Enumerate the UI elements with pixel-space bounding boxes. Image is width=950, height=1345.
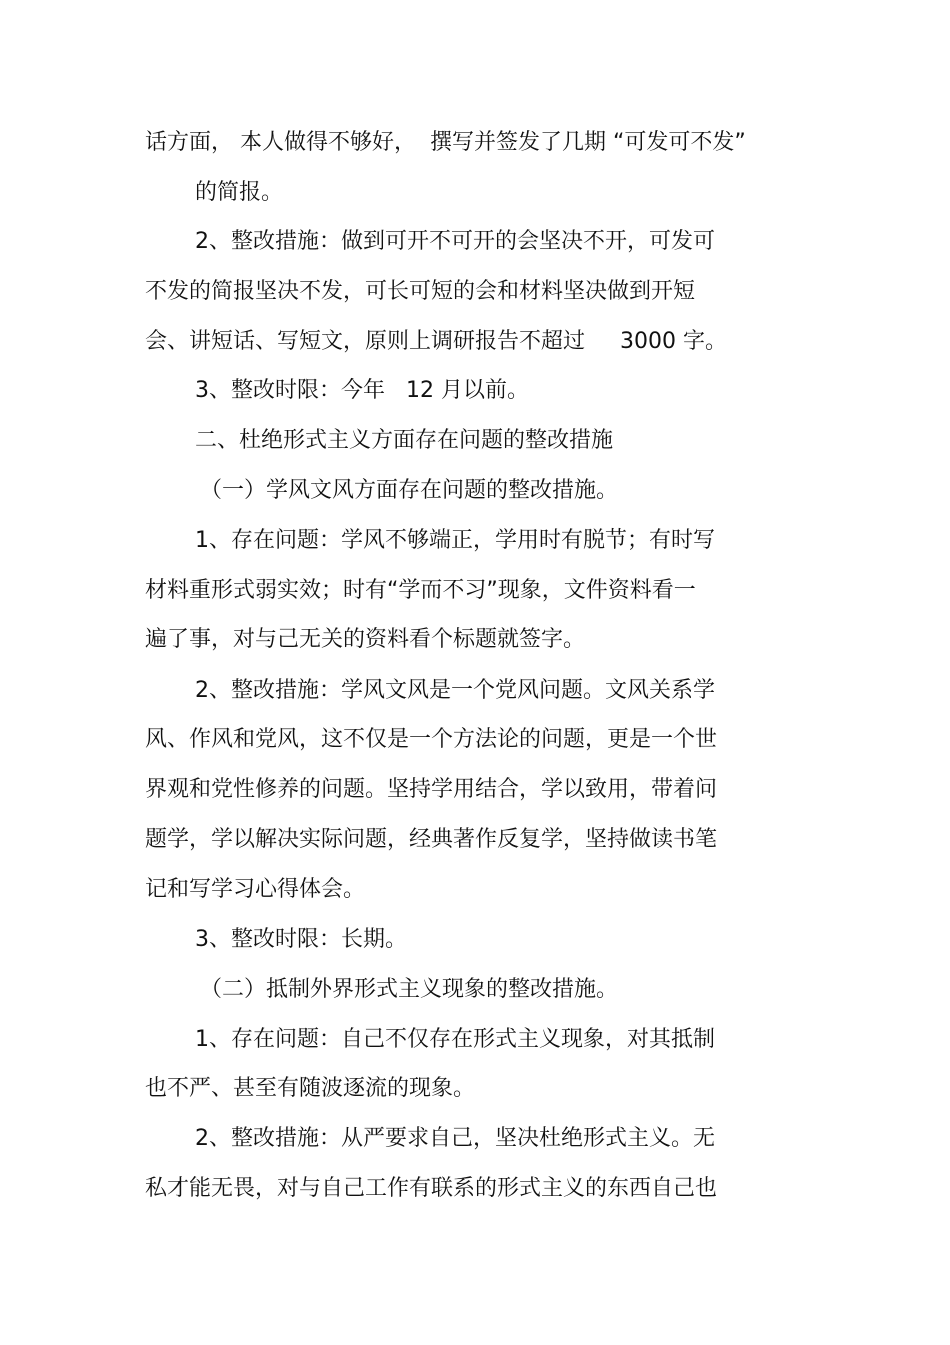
text-line-20: 也不严、甚至有随波逐流的现象。 bbox=[145, 1076, 476, 1101]
text-line-6: 3、整改时限：今年 12 月以前。 bbox=[195, 378, 529, 403]
section-heading: 二、杜绝形式主义方面存在问题的整改措施 bbox=[195, 428, 614, 453]
text-line-22: 私才能无畏，对与自己工作有联系的形式主义的东西自己也 bbox=[145, 1176, 718, 1201]
text-line-12: 2、整改措施：学风文风是一个党风问题。文风关系学 bbox=[195, 678, 715, 703]
text-line-10: 材料重形式弱实效；时有“学而不习”现象，文件资料看一 bbox=[145, 578, 696, 603]
text-line-11: 遍了事，对与己无关的资料看个标题就签字。 bbox=[145, 627, 586, 652]
text-line-9: 1、存在问题：学风不够端正，学用时有脱节；有时写 bbox=[195, 528, 715, 553]
text-line-17: 3、整改时限：长期。 bbox=[195, 927, 407, 952]
text-line-3: 2、整改措施：做到可开不可开的会坚决不开，可发可 bbox=[195, 229, 715, 254]
subsection-heading-2: （二）抵制外界形式主义现象的整改措施。 bbox=[200, 977, 619, 1002]
text-line-1: 话方面， 本人做得不够好， 撰写并签发了几期 “可发可不发” bbox=[145, 130, 746, 155]
text-line-21: 2、整改措施：从严要求自己，坚决杜绝形式主义。无 bbox=[195, 1126, 715, 1151]
text-line-2: 的简报。 bbox=[195, 180, 284, 205]
text-line-19: 1、存在问题：自己不仅存在形式主义现象，对其抵制 bbox=[195, 1027, 715, 1052]
text-line-15: 题学，学以解决实际问题，经典著作反复学，坚持做读书笔 bbox=[145, 827, 718, 852]
text-line-16: 记和写学习心得体会。 bbox=[145, 877, 366, 902]
text-line-13: 风、作风和党风，这不仅是一个方法论的问题，更是一个世 bbox=[145, 727, 718, 752]
text-line-5: 会、讲短话、写短文，原则上调研报告不超过 3000 字。 bbox=[145, 329, 727, 354]
text-line-4: 不发的简报坚决不发，可长可短的会和材料坚决做到开短 bbox=[145, 279, 696, 304]
text-line-14: 界观和党性修养的问题。坚持学用结合，学以致用，带着问 bbox=[145, 777, 718, 802]
subsection-heading-1: （一）学风文风方面存在问题的整改措施。 bbox=[200, 478, 619, 503]
